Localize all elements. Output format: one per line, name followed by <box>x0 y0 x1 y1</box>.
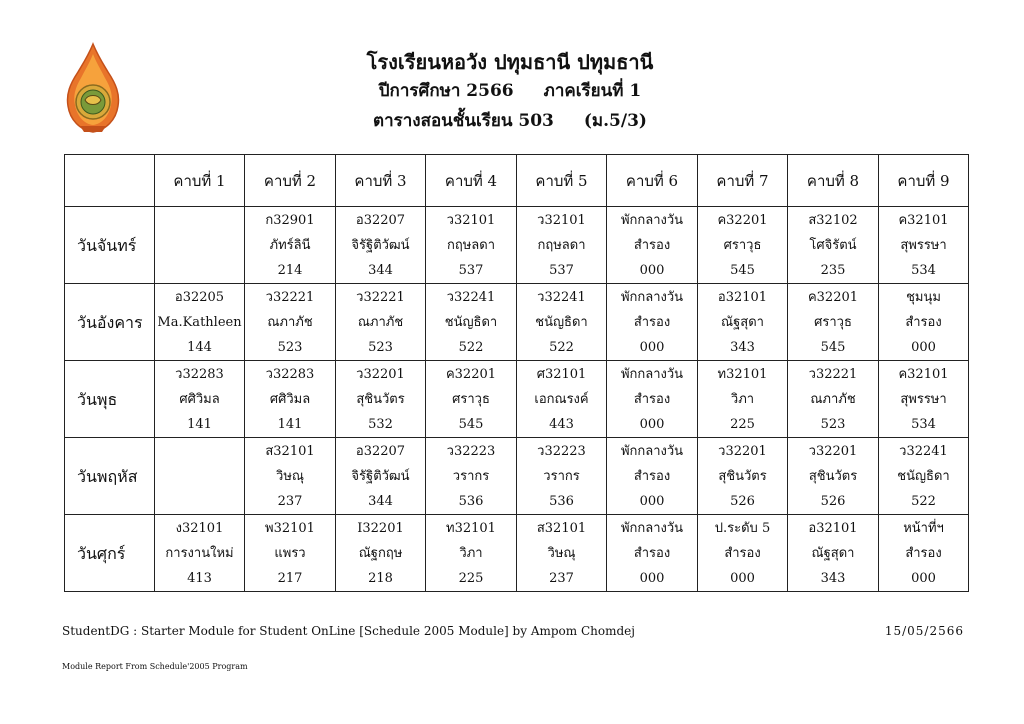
schedule-cell <box>336 284 426 361</box>
subject-code: ว32221 <box>265 289 315 305</box>
room-number: 000 <box>639 339 665 355</box>
teacher-name: วิษณุ <box>547 545 576 561</box>
room-number: 523 <box>277 339 303 355</box>
teacher-name: Ma.Kathleen <box>157 314 242 330</box>
subject-code: อ32207 <box>355 212 406 228</box>
teacher-name: ศราวุธ <box>452 391 490 407</box>
room-number: 214 <box>277 262 303 278</box>
school-name: โรงเรียนหอวัง ปทุมธานี ปทุมธานี <box>366 50 654 74</box>
teacher-name: วรากร <box>452 468 490 484</box>
subject-code: พักกลางวัน <box>620 289 684 305</box>
subject-code: พักกลางวัน <box>620 520 684 536</box>
day-label: วันศุกร์ <box>65 515 155 592</box>
room-number: 235 <box>820 262 846 278</box>
timetable-title: ตารางสอนชั้นเรียน 503 <box>373 111 554 131</box>
subject-code: พักกลางวัน <box>620 212 684 228</box>
table-row <box>65 438 969 515</box>
subject-code: ป.ระดับ 5 <box>714 520 771 536</box>
schedule-cell <box>698 207 788 284</box>
schedule-cell <box>879 515 969 592</box>
schedule-cell <box>336 438 426 515</box>
schedule-cell <box>607 515 698 592</box>
subject-code: อ32207 <box>355 443 406 459</box>
subject-code: ว32221 <box>356 289 405 305</box>
room-number: 522 <box>458 339 484 355</box>
schedule-cell <box>426 438 517 515</box>
schedule-cell <box>607 207 698 284</box>
schedule-cell <box>698 284 788 361</box>
teacher-name: สำรอง <box>905 545 942 561</box>
room-number: 522 <box>911 493 936 509</box>
footer-date: 15/05/2566 <box>884 624 964 638</box>
period-header: คาบที่ 9 <box>879 155 969 207</box>
subject-code: หน้าที่ฯ <box>903 520 944 536</box>
footer-note: Module Report From Schedule'2005 Program <box>62 662 248 671</box>
schedule-cell <box>879 361 969 438</box>
teacher-name: วิษณุ <box>276 468 304 484</box>
subject-code: ส32102 <box>808 212 858 228</box>
room-number: 000 <box>639 262 665 278</box>
room-number: 536 <box>549 493 574 509</box>
room-number: 344 <box>368 262 393 278</box>
room-number: 141 <box>187 416 212 432</box>
period-header: คาบที่ 3 <box>336 155 426 207</box>
schedule-cell <box>698 361 788 438</box>
room-number: 545 <box>820 339 846 355</box>
day-label: วันพฤหัส <box>65 438 155 515</box>
schedule-cell <box>879 284 969 361</box>
room-number: 537 <box>458 262 484 278</box>
subject-code: ว32201 <box>808 443 858 459</box>
schedule-cell <box>426 207 517 284</box>
room-number: 141 <box>277 416 303 432</box>
subject-code: ค32201 <box>445 366 497 382</box>
room-number: 237 <box>277 493 303 509</box>
teacher-name: ณัฐกฤษ <box>358 545 403 561</box>
schedule-cell <box>245 361 336 438</box>
teacher-name: วรากร <box>543 468 580 484</box>
teacher-name: ศราวุธ <box>814 314 852 330</box>
teacher-name: สำรอง <box>633 468 671 484</box>
schedule-cell <box>607 438 698 515</box>
schedule-cell <box>517 284 607 361</box>
room-number: 526 <box>820 493 846 509</box>
room-number: 000 <box>639 493 665 509</box>
schedule-cell <box>788 438 879 515</box>
schedule-cell <box>426 284 517 361</box>
subject-code: I32201 <box>357 520 404 536</box>
period-header: คาบที่ 7 <box>698 155 788 207</box>
subject-code: ว32241 <box>899 443 948 459</box>
timetable <box>64 154 969 592</box>
room-number: 237 <box>549 570 574 586</box>
schedule-cell <box>155 515 245 592</box>
table-row <box>65 361 969 438</box>
subject-code: ว32283 <box>175 366 224 382</box>
teacher-name: วิภา <box>730 391 755 407</box>
teacher-name: ชนัญธิดา <box>444 314 498 330</box>
day-label: วันจันทร์ <box>65 207 155 284</box>
subject-code: พ32101 <box>265 520 315 536</box>
subject-code: ว32201 <box>718 443 767 459</box>
schedule-cell <box>879 438 969 515</box>
teacher-name: ณัฐสุดา <box>721 314 764 330</box>
subject-code: ค32101 <box>898 212 949 228</box>
teacher-name: ศศิวิมล <box>179 391 220 407</box>
teacher-name: สำรอง <box>633 237 671 253</box>
period-header: คาบที่ 2 <box>245 155 336 207</box>
period-header: คาบที่ 8 <box>788 155 879 207</box>
schedule-cell <box>155 438 245 515</box>
teacher-name: แพรว <box>274 545 306 561</box>
subject-code: อ32101 <box>808 520 858 536</box>
schedule-cell <box>607 361 698 438</box>
room-number: 000 <box>639 416 665 432</box>
subject-code: อ32101 <box>717 289 768 305</box>
schedule-cell <box>788 361 879 438</box>
table-row <box>65 207 969 284</box>
teacher-name: เอกณรงค์ <box>534 391 589 407</box>
room-number: 218 <box>368 570 393 586</box>
schedule-cell <box>517 361 607 438</box>
teacher-name: โศจิรัตน์ <box>809 237 857 253</box>
subject-code: ว32201 <box>356 366 405 382</box>
room-number: 523 <box>820 416 846 432</box>
schedule-cell <box>698 515 788 592</box>
subject-code: ว32241 <box>537 289 586 305</box>
teacher-name: ณัฐสุดา <box>811 545 855 561</box>
schedule-cell <box>788 284 879 361</box>
period-header: คาบที่ 4 <box>426 155 517 207</box>
teacher-name: ณภาภัช <box>810 391 856 407</box>
teacher-name: สำรอง <box>633 314 671 330</box>
class-label: (ม.5/3) <box>583 111 647 131</box>
schedule-cell <box>336 207 426 284</box>
subject-code: ค32201 <box>807 289 859 305</box>
subject-code: ส32101 <box>265 443 315 459</box>
schedule-cell <box>245 207 336 284</box>
period-header: คาบที่ 5 <box>517 155 607 207</box>
subject-code: พักกลางวัน <box>620 366 684 382</box>
teacher-name: ศราวุธ <box>723 237 762 253</box>
teacher-name: สุชินวัตร <box>718 468 767 484</box>
subject-code: ว32223 <box>537 443 586 459</box>
subject-code: ท32101 <box>446 520 496 536</box>
schedule-cell <box>517 207 607 284</box>
document-header <box>300 48 720 136</box>
room-number: 532 <box>368 416 393 432</box>
corner-cell <box>65 155 155 207</box>
school-emblem-logo <box>58 42 128 134</box>
subject-code: ส32101 <box>536 520 587 536</box>
header-row <box>65 155 969 207</box>
schedule-cell <box>698 438 788 515</box>
schedule-cell <box>336 361 426 438</box>
day-label: วันอังคาร <box>65 284 155 361</box>
room-number: 523 <box>368 339 393 355</box>
teacher-name: ณภาภัช <box>267 314 313 330</box>
teacher-name: กฤษลดา <box>537 237 586 253</box>
room-number: 413 <box>187 570 212 586</box>
schedule-cell <box>517 438 607 515</box>
schedule-cell <box>426 515 517 592</box>
schedule-cell <box>788 515 879 592</box>
teacher-name: สุพรรษา <box>900 237 947 253</box>
schedule-cell <box>155 284 245 361</box>
schedule-cell <box>245 284 336 361</box>
schedule-cell <box>517 515 607 592</box>
subject-code: พักกลางวัน <box>620 443 684 459</box>
schedule-cell <box>155 361 245 438</box>
schedule-cell <box>336 515 426 592</box>
subject-code: ว32101 <box>537 212 586 228</box>
subject-code: ว32223 <box>446 443 496 459</box>
teacher-name: สุพรรษา <box>900 391 947 407</box>
room-number: 526 <box>730 493 755 509</box>
teacher-name: สุชินวัตร <box>808 468 858 484</box>
room-number: 144 <box>187 339 212 355</box>
subject-code: ชุมนุม <box>906 289 941 305</box>
room-number: 343 <box>730 339 755 355</box>
schedule-cell <box>245 438 336 515</box>
schedule-cell <box>879 207 969 284</box>
teacher-name: สำรอง <box>905 314 942 330</box>
room-number: 344 <box>368 493 393 509</box>
room-number: 534 <box>911 416 936 432</box>
schedule-cell <box>155 207 245 284</box>
day-label: วันพุธ <box>65 361 155 438</box>
room-number: 522 <box>549 339 574 355</box>
teacher-name: สำรอง <box>724 545 761 561</box>
schedule-cell <box>426 361 517 438</box>
teacher-name: ชนัญธิดา <box>897 468 950 484</box>
period-header: คาบที่ 1 <box>155 155 245 207</box>
teacher-name: สุชินวัตร <box>356 391 405 407</box>
room-number: 217 <box>277 570 303 586</box>
teacher-name: ณภาภัช <box>357 314 404 330</box>
room-number: 443 <box>549 416 574 432</box>
teacher-name: สำรอง <box>633 545 671 561</box>
subject-code: ค32201 <box>717 212 768 228</box>
footer-credit: StudentDG : Starter Module for Student OnLine [Schedule 2005 Module] by Ampom Chomdej <box>62 624 635 638</box>
schedule-cell <box>607 284 698 361</box>
teacher-name: ศศิวิมล <box>269 391 311 407</box>
room-number: 545 <box>730 262 755 278</box>
teacher-name: วิภา <box>459 545 483 561</box>
room-number: 000 <box>639 570 665 586</box>
room-number: 225 <box>730 416 755 432</box>
teacher-name: สำรอง <box>633 391 671 407</box>
room-number: 545 <box>458 416 484 432</box>
schedule-cell <box>245 515 336 592</box>
teacher-name: จิรัฐิติวัฒน์ <box>351 237 410 253</box>
table-row <box>65 515 969 592</box>
room-number: 534 <box>911 262 936 278</box>
subject-code: ว32241 <box>446 289 496 305</box>
subject-code: ว32221 <box>808 366 858 382</box>
room-number: 000 <box>730 570 755 586</box>
room-number: 000 <box>911 339 936 355</box>
room-number: 537 <box>549 262 574 278</box>
teacher-name: จิรัฐิติวัฒน์ <box>351 468 410 484</box>
teacher-name: ภัทร์ลินี <box>269 237 311 253</box>
period-header: คาบที่ 6 <box>607 155 698 207</box>
semester: ภาคเรียนที่ 1 <box>543 81 642 101</box>
subject-code: ว32101 <box>446 212 496 228</box>
teacher-name: ชนัญธิดา <box>535 314 588 330</box>
table-row <box>65 284 969 361</box>
schedule-cell <box>788 207 879 284</box>
subject-code: ท32101 <box>717 366 768 382</box>
subject-code: ว32283 <box>265 366 315 382</box>
academic-year: ปีการศึกษา 2566 <box>378 81 514 101</box>
teacher-name: กฤษลดา <box>446 237 496 253</box>
timetable-title-line <box>300 106 720 136</box>
room-number: 000 <box>911 570 936 586</box>
teacher-name: การงานใหม่ <box>165 545 234 561</box>
subject-code: ง32101 <box>175 520 224 536</box>
subject-code: อ32205 <box>174 289 225 305</box>
room-number: 343 <box>820 570 846 586</box>
room-number: 225 <box>458 570 484 586</box>
subject-code: ค32101 <box>898 366 949 382</box>
academic-year-line <box>300 76 720 106</box>
subject-code: ก32901 <box>265 212 315 228</box>
room-number: 536 <box>458 493 484 509</box>
subject-code: ศ32101 <box>536 366 587 382</box>
